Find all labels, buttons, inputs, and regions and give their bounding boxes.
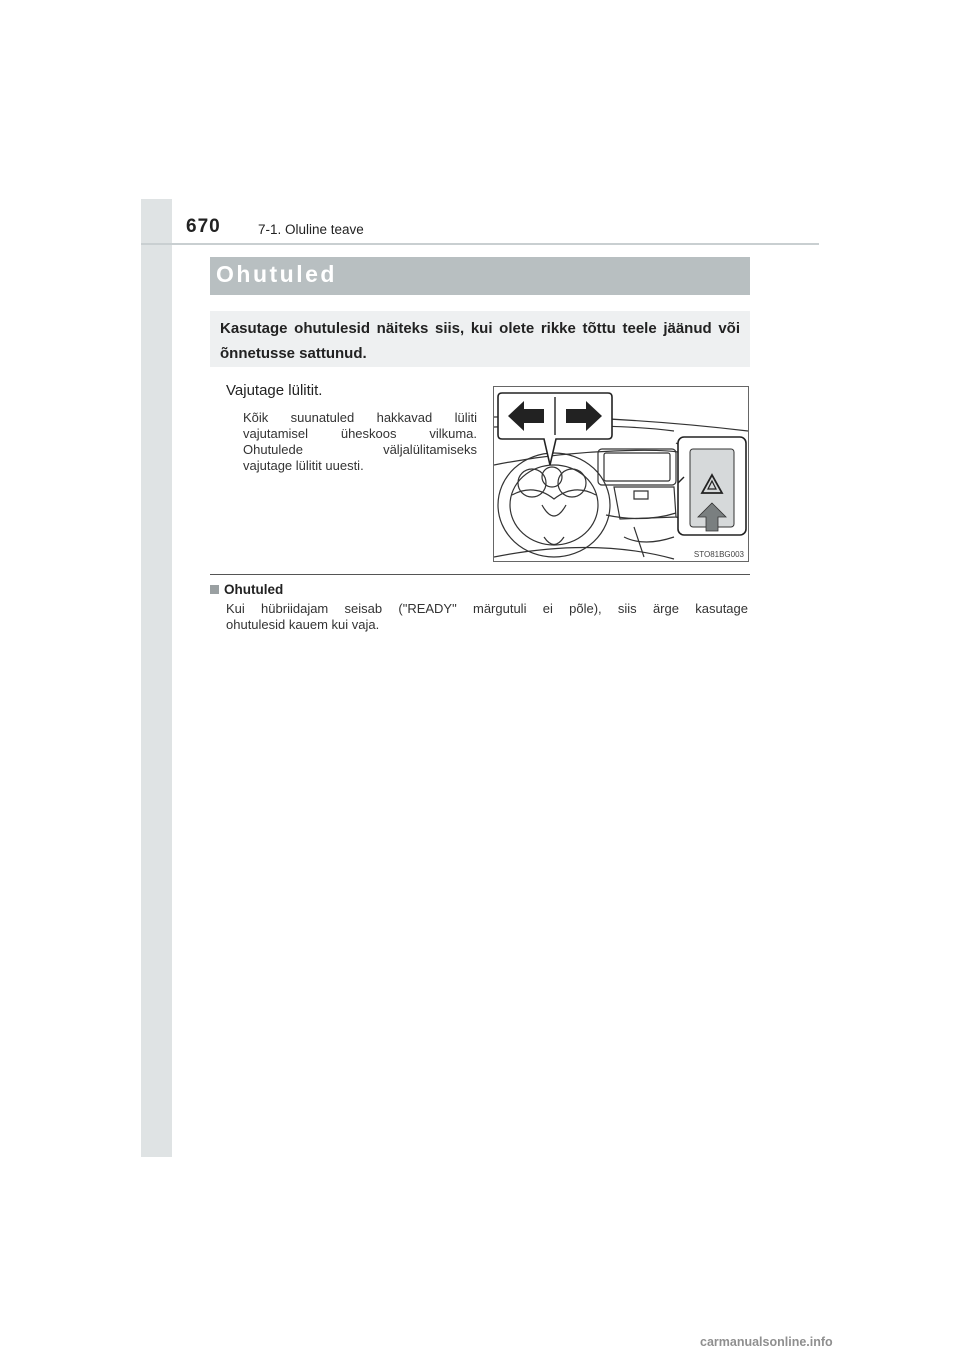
step-description-line: Ohutulede väljalülitamiseks [243, 442, 477, 457]
note-body [226, 601, 748, 633]
note-heading [210, 582, 283, 597]
dashboard-illustration [493, 386, 749, 562]
title-bar [210, 257, 750, 295]
note-heading-text: Ohutuled [224, 582, 284, 597]
note-body-line: ohutulesid kauem kui vaja. [226, 617, 380, 632]
page-number: 670 [186, 216, 221, 237]
step-description-line: vajutage lülitit uuesti. [243, 458, 364, 473]
step-description-line: vajutamisel üheskoos vilkuma. [243, 426, 477, 441]
note-body-line: Kui hübriidajam seisab ("READY" märgutuli ei põle), siis ärge kasutage [226, 601, 748, 616]
page-title: Ohutuled [216, 261, 337, 287]
figure-code: STO81BG003 [693, 550, 744, 559]
section-title: 7-1. Oluline teave [258, 222, 364, 237]
header-divider [141, 243, 819, 245]
side-tab [141, 199, 172, 1157]
section-divider [210, 574, 750, 575]
watermark: carmanualsonline.info [700, 1335, 833, 1349]
step-description [243, 410, 477, 474]
square-bullet-icon [210, 585, 219, 594]
intro-box [210, 311, 750, 367]
step-title: Vajutage lülitit. [226, 382, 323, 399]
dashboard-drawing [494, 387, 748, 561]
intro-text: Kasutage ohutulesid näiteks siis, kui olete rikke tõttu teele jäänud või õnnetusse sattunud. [220, 320, 740, 362]
step-description-line: Kõik suunatuled hakkavad lüliti [243, 410, 477, 425]
